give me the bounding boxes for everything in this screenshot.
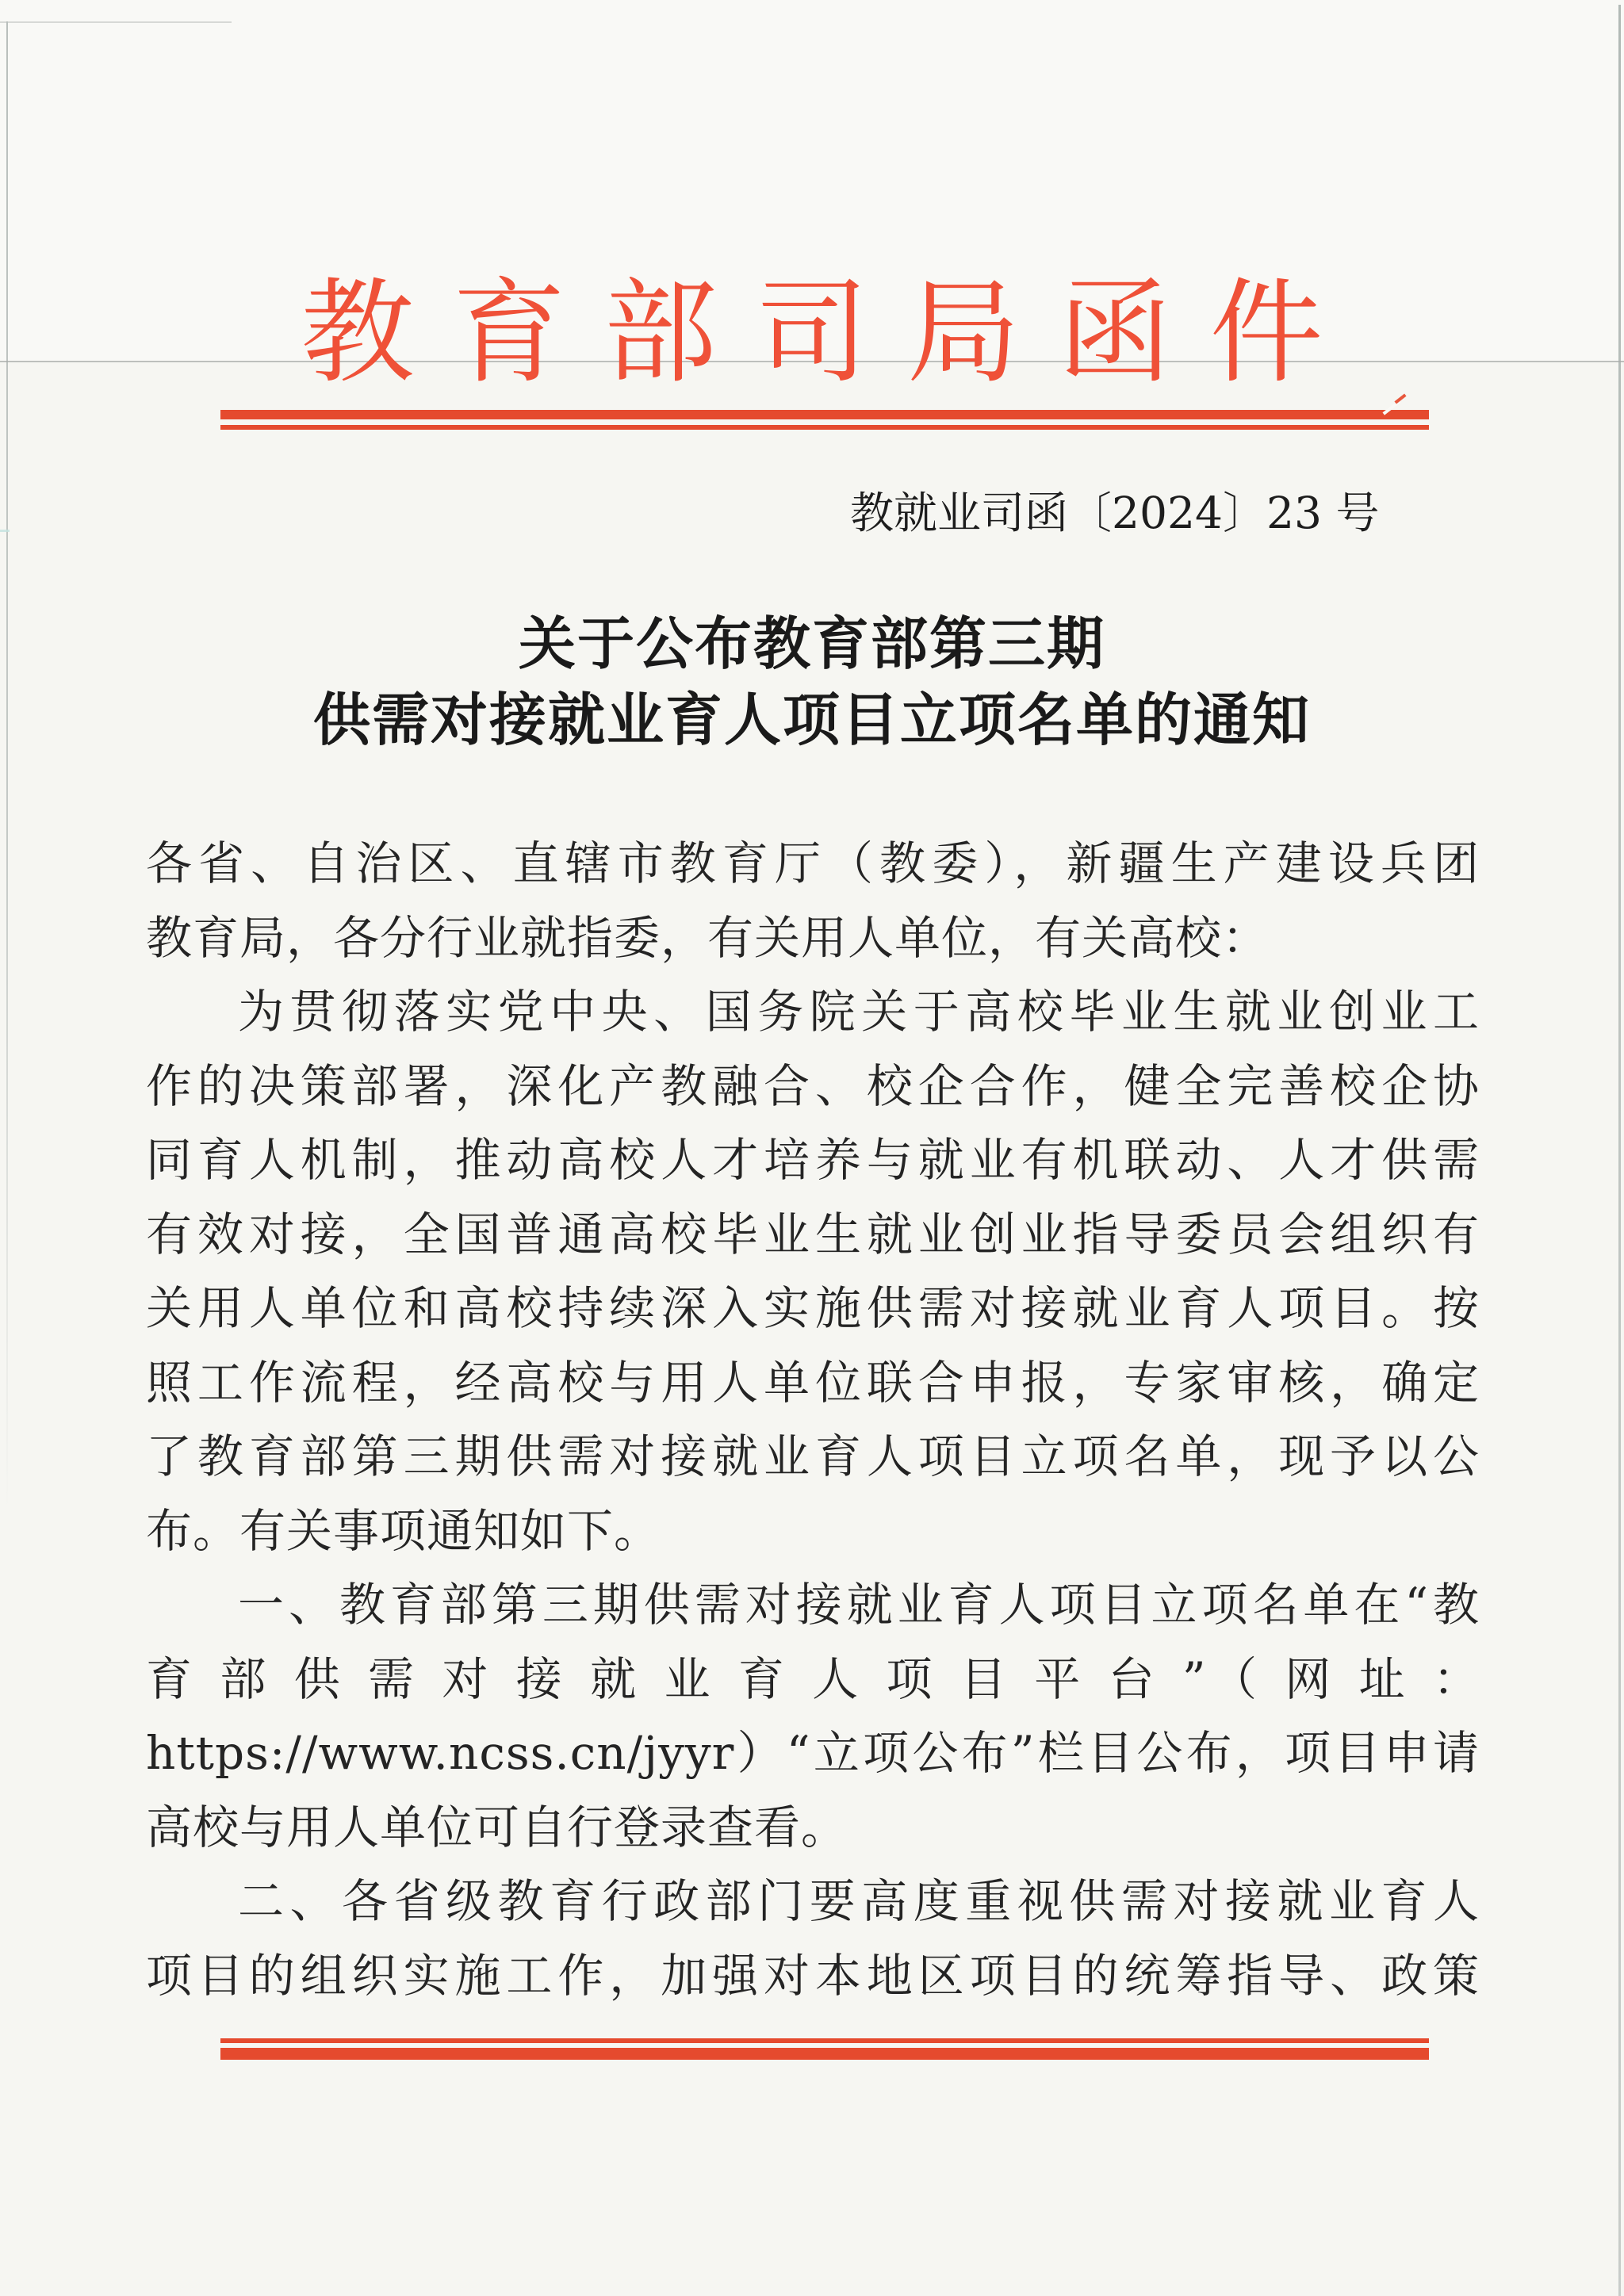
body-line: 二、各省级教育行政部门要高度重视供需对接就业育人: [238, 1874, 1480, 1928]
body-line: 作的决策部署，深化产教融合、校企合作，健全完善校企协: [146, 1058, 1480, 1113]
scan-edge-artifact-top: [0, 21, 232, 23]
red-rule-bottom-thin: [220, 2038, 1429, 2043]
body-line: https://www.ncss.cn/jyyr）“立项公布”栏目公布，项目申请: [146, 1726, 1480, 1780]
scan-edge-artifact-tick: [0, 530, 10, 532]
notice-title-line-1: 关于公布教育部第三期: [518, 610, 1105, 677]
red-rule-top-thin: [220, 425, 1429, 430]
body-line: 有效对接，全国普通高校毕业生就业创业指导委员会组织有: [146, 1207, 1480, 1261]
body-line: 关用人单位和高校持续深入实施供需对接就业育人项目。按: [146, 1281, 1480, 1335]
body-line: 高校与用人单位可自行登录查看。: [146, 1800, 848, 1854]
body-line: 了教育部第三期供需对接就业育人项目立项名单，现予以公: [146, 1429, 1480, 1483]
document-number: 教就业司函〔2024〕23 号: [850, 488, 1380, 538]
body-line: 照工作流程，经高校与用人单位联合申报，专家审核，确定: [146, 1355, 1480, 1410]
body-line: 项目的组织实施工作，加强对本地区项目的统筹指导、政策: [146, 1948, 1480, 2003]
red-rule-bottom-thick: [220, 2048, 1429, 2060]
scan-edge-artifact-left: [6, 21, 8, 1512]
body-line: 同育人机制，推动高校人才培养与就业有机联动、人才供需: [146, 1133, 1480, 1187]
body-line: 育部供需对接就业育人项目平台”（网址：: [146, 1651, 1480, 1706]
body-line: 教育局，各分行业就指委，有关用人单位，有关高校：: [146, 910, 1270, 965]
body-line: 为贯彻落实党中央、国务院关于高校毕业生就业创业工: [238, 985, 1480, 1039]
letter-body: [146, 827, 1480, 2013]
red-rule-top-thick: [220, 410, 1429, 419]
letterhead-title: 教育部司局函件: [301, 266, 1362, 399]
body-line: 布。有关事项通知如下。: [146, 1503, 661, 1558]
notice-title-line-2: 供需对接就业育人项目立项名单的通知: [312, 686, 1311, 753]
body-line: 各省、自治区、直辖市教育厅（教委），新疆生产建设兵团: [146, 836, 1480, 890]
notice-title: [0, 606, 1624, 758]
body-line: 一、教育部第三期供需对接就业育人项目立项名单在“教: [238, 1578, 1480, 1632]
